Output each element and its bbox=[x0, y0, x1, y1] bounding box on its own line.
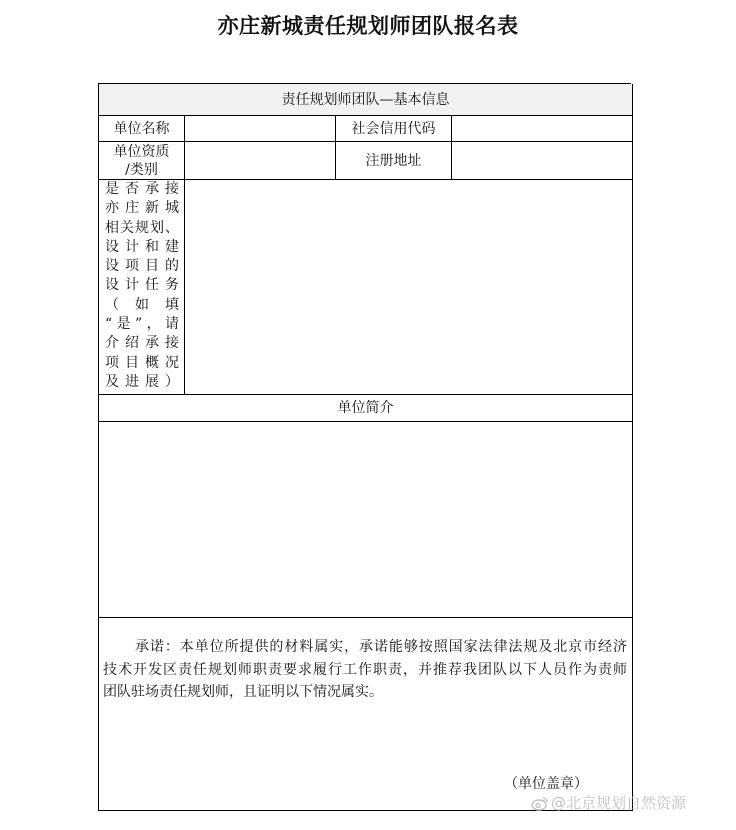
watermark-text: @北京规划自然资源 bbox=[551, 794, 687, 812]
label-line: 是否承接 bbox=[105, 181, 179, 197]
label-line: “是”，请 bbox=[105, 316, 179, 333]
registered-address-label: 注册地址 bbox=[365, 152, 422, 169]
label-line: 设计任务 bbox=[105, 277, 179, 294]
unit-seal-label: （单位盖章） bbox=[504, 776, 588, 792]
weibo-icon bbox=[531, 795, 549, 815]
pledge-statement bbox=[103, 636, 627, 704]
label-line: 及进展） bbox=[105, 373, 179, 390]
qualification-label bbox=[99, 142, 184, 179]
qualification-field[interactable] bbox=[185, 142, 335, 179]
section-header-basic-info: 责任规划师团队—基本信息 bbox=[99, 84, 632, 115]
qualification-label-line2: /类别 bbox=[125, 161, 158, 178]
label-line: 设计和建 bbox=[105, 238, 179, 255]
pledge-line: 技术开发区责任规划师职责要求履行工作职责，并推荐我团队以下人员作为责师 bbox=[103, 661, 627, 678]
undertaken-projects-field[interactable] bbox=[185, 180, 632, 394]
unit-name-label: 单位名称 bbox=[113, 120, 170, 137]
form-title: 亦庄新城责任规划师团队报名表 bbox=[217, 14, 519, 38]
label-line: 亦庄新城 bbox=[105, 200, 179, 217]
label-line: 设项目的 bbox=[105, 258, 179, 275]
label-line: 介绍承接 bbox=[105, 335, 179, 352]
pledge-line: 承诺：本单位所提供的材料属实，承诺能够按照国家法律法规及北京市经济 bbox=[135, 639, 627, 655]
credit-code-label: 社会信用代码 bbox=[351, 120, 436, 137]
unit-name-field[interactable] bbox=[185, 116, 335, 141]
qualification-label-line1: 单位资质 bbox=[113, 143, 170, 160]
watermark bbox=[531, 792, 686, 815]
registration-form-table bbox=[98, 84, 633, 811]
unit-intro-field[interactable] bbox=[99, 422, 632, 617]
label-line: 项目概况 bbox=[105, 354, 179, 371]
pledge-line: 团队驻场责任规划师，且证明以下情况属实。 bbox=[103, 684, 383, 700]
unit-intro-header: 单位简介 bbox=[337, 400, 394, 416]
label-line: 相关规划、 bbox=[105, 219, 179, 236]
credit-code-field[interactable] bbox=[452, 116, 632, 141]
registered-address-field[interactable] bbox=[452, 142, 632, 179]
row-divider bbox=[99, 617, 632, 618]
undertaken-projects-label bbox=[105, 180, 179, 392]
label-line: （ 如 填 bbox=[105, 296, 179, 313]
